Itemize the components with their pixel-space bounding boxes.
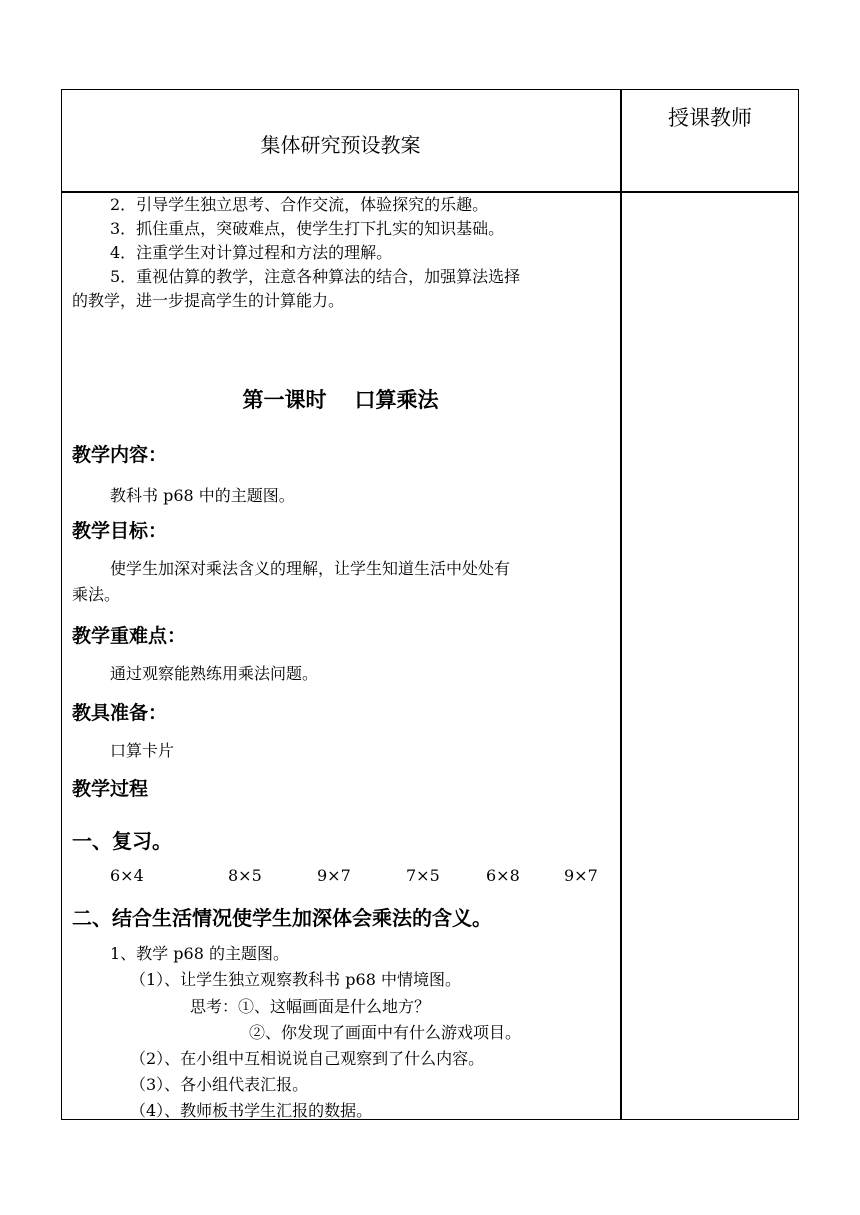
lesson-title bbox=[61, 384, 620, 414]
part2-step: （1）、让学生独立观察教科书 p68 中情境图。 bbox=[130, 970, 461, 989]
goals-list bbox=[72, 193, 612, 313]
part2-step: （2）、在小组中互相说说自己观察到了什么内容。 bbox=[130, 1049, 485, 1068]
review-equation: 9×7 bbox=[564, 866, 598, 885]
section-text-content: 教科书 p68 中的主题图。 bbox=[110, 486, 295, 505]
review-equation: 6×4 bbox=[110, 866, 144, 885]
part2-item: 1、教学 p68 的主题图。 bbox=[110, 944, 289, 963]
table-header-teacher: 授课教师 bbox=[668, 106, 752, 130]
section-text-difficulty: 通过观察能熟练用乘法问题。 bbox=[110, 664, 319, 683]
section-text-objective: 使学生加深对乘法含义的理解，让学生知道生活中处处有 bbox=[110, 559, 511, 578]
lesson-period: 第一课时 bbox=[242, 388, 327, 412]
review-equation: 9×7 bbox=[317, 866, 351, 885]
part2-think: 思考：①、这幅画面是什么地方？ bbox=[190, 997, 431, 1016]
section-text-tools: 口算卡片 bbox=[110, 741, 175, 760]
goal-item: 2．引导学生独立思考、合作交流，体验探究的乐趣。 bbox=[110, 195, 489, 214]
part2-step: （3）、各小组代表汇报。 bbox=[130, 1075, 309, 1094]
part2-think: ②、你发现了画面中有什么游戏项目。 bbox=[249, 1023, 522, 1042]
review-equation: 7×5 bbox=[406, 866, 440, 885]
section-heading-tools: 教具准备： bbox=[72, 702, 168, 724]
section-text-objective-cont: 乘法。 bbox=[72, 585, 121, 604]
part2-heading: 二、结合生活情况使学生加深体会乘法的含义。 bbox=[72, 906, 492, 930]
review-equation: 8×5 bbox=[228, 866, 262, 885]
section-heading-objective: 教学目标： bbox=[72, 520, 168, 542]
goal-item: 4．注重学生对计算过程和方法的理解。 bbox=[110, 243, 393, 262]
section-heading-difficulty: 教学重难点： bbox=[72, 625, 187, 647]
table-column-divider bbox=[620, 89, 622, 1120]
review-equation: 6×8 bbox=[486, 866, 520, 885]
section-heading-process: 教学过程 bbox=[72, 778, 149, 800]
review-heading: 一、复习。 bbox=[72, 829, 172, 853]
goal-item-continuation: 的教学，进一步提高学生的计算能力。 bbox=[72, 291, 345, 310]
table-header-title: 集体研究预设教案 bbox=[260, 133, 421, 157]
section-heading-content: 教学内容： bbox=[72, 444, 168, 466]
part2-step: （4）、教师板书学生汇报的数据。 bbox=[130, 1101, 373, 1120]
goal-item: 5．重视估算的教学，注意各种算法的结合，加强算法选择 bbox=[110, 267, 521, 286]
goal-item: 3．抓住重点，突破难点，使学生打下扎实的知识基础。 bbox=[110, 219, 505, 238]
lesson-topic: 口算乘法 bbox=[354, 388, 439, 412]
